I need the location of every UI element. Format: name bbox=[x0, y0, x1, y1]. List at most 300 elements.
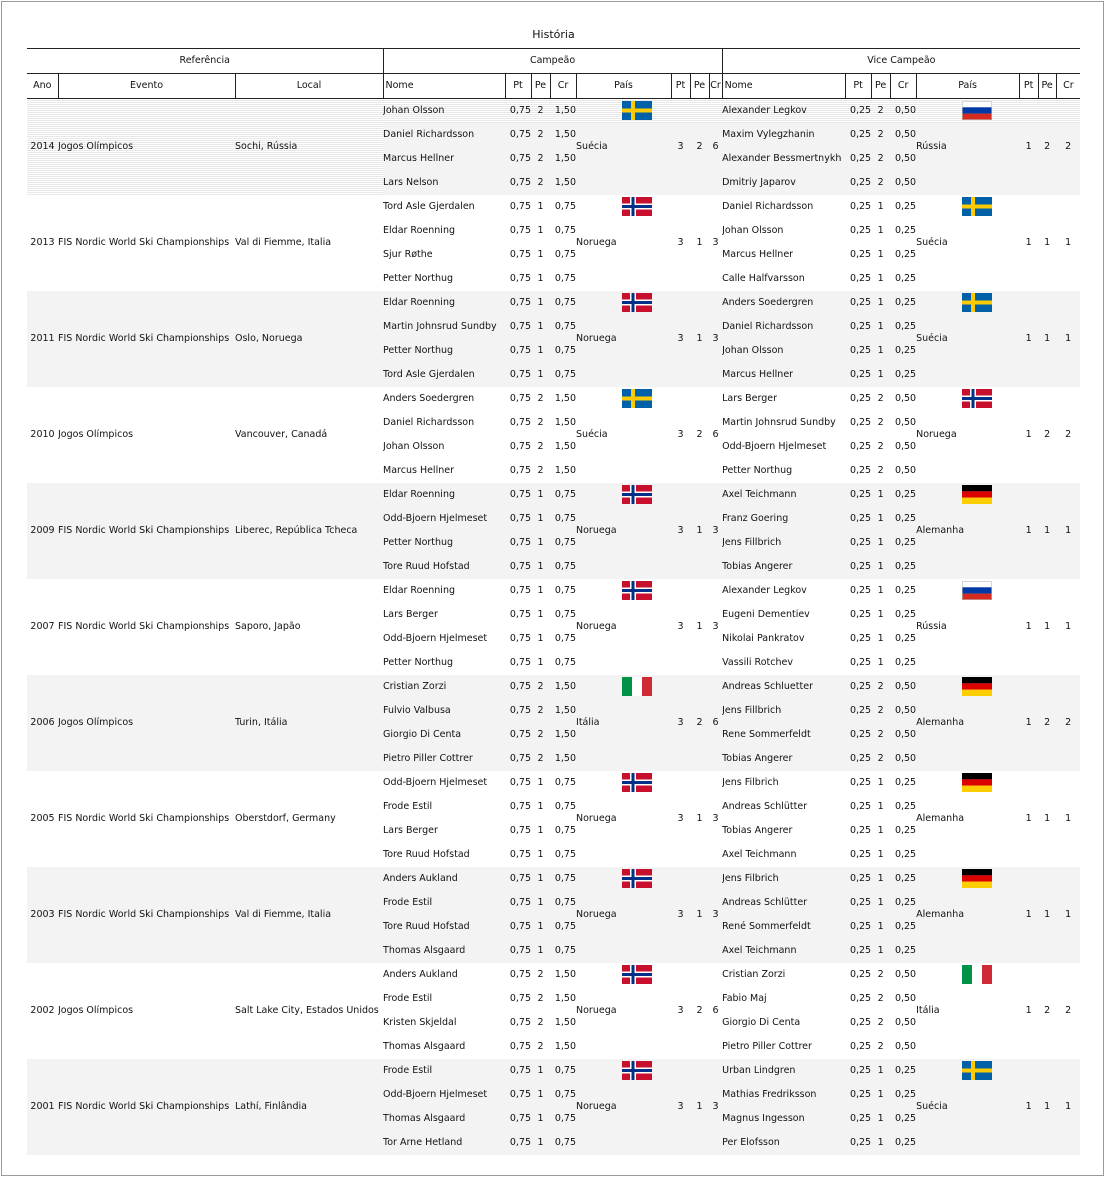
champion-athlete-name: Petter Northug bbox=[383, 273, 454, 284]
champion-athlete-cr: 0,75 bbox=[554, 273, 577, 284]
champion-athlete-name: Odd-Bjoern Hjelmeset bbox=[383, 777, 488, 788]
germany-flag-icon bbox=[962, 485, 992, 504]
champion-athlete-name: Lars Berger bbox=[383, 609, 438, 620]
champion-athlete-pt: 0,75 bbox=[509, 393, 532, 404]
champion-country-cr-text: 3 bbox=[712, 1101, 719, 1112]
vice-spacer bbox=[916, 1035, 1080, 1059]
vice-athlete-pt: 0,25 bbox=[845, 363, 871, 387]
event-year: 2014 bbox=[27, 99, 58, 196]
vice-athlete-cr: 0,50 bbox=[890, 171, 916, 195]
italy-flag-icon bbox=[962, 965, 992, 984]
champion-athlete-cr: 1,50 bbox=[554, 1041, 577, 1052]
champion-athlete-name: Thomas Alsgaard bbox=[383, 939, 505, 963]
vice-country-pt bbox=[1019, 891, 1038, 920]
champion-athlete-pt: 0,75 bbox=[505, 147, 531, 171]
table-row bbox=[27, 387, 1080, 411]
champion-athlete-pt: 0,75 bbox=[509, 609, 532, 620]
vice-country-pe bbox=[1038, 123, 1056, 152]
vice-athlete-pt: 0,25 bbox=[845, 507, 871, 531]
champion-athlete-pt: 0,75 bbox=[509, 993, 532, 1004]
champion-country-pt bbox=[671, 987, 690, 1016]
champion-athlete-pt: 0,75 bbox=[509, 633, 532, 644]
champion-spacer bbox=[576, 1131, 722, 1155]
champion-country-text: Noruega bbox=[576, 1005, 617, 1016]
vice-athlete-pt: 0,25 bbox=[845, 1059, 871, 1083]
vice-athlete-pt: 0,25 bbox=[845, 483, 871, 507]
vice-country-pt-text: 1 bbox=[1025, 525, 1032, 536]
vice-athlete-pt: 0,25 bbox=[845, 555, 871, 579]
vice-country-pt-text: 1 bbox=[1025, 813, 1032, 824]
champion-spacer bbox=[671, 99, 722, 124]
vice-athlete-cr: 0,25 bbox=[890, 483, 916, 507]
event-year: 2006 bbox=[27, 675, 58, 771]
vice-athlete-pt: 0,25 bbox=[849, 993, 872, 1004]
champion-athlete-pe: 2 bbox=[531, 171, 550, 195]
vice-country-pt-text: 1 bbox=[1025, 1005, 1032, 1016]
vice-athlete-pe: 1 bbox=[877, 801, 884, 812]
champion-athlete-pt: 0,75 bbox=[505, 339, 531, 363]
champion-athlete-name: Tore Ruud Hofstad bbox=[383, 915, 505, 939]
vice-athlete-cr: 0,25 bbox=[890, 339, 916, 363]
champion-athlete-name: Eldar Roenning bbox=[383, 291, 505, 315]
champion-athlete-cr: 0,75 bbox=[550, 339, 576, 363]
vice-athlete-name: Tobias Angerer bbox=[722, 825, 793, 836]
champion-country-pe bbox=[690, 1083, 709, 1112]
champion-athlete-cr: 0,75 bbox=[550, 891, 576, 915]
champion-athlete-pt: 0,75 bbox=[505, 315, 531, 339]
event-location: Oberstdorf, Germany bbox=[235, 813, 336, 824]
champion-country-pe bbox=[690, 603, 709, 632]
col-vice-cr: Cr bbox=[890, 74, 916, 99]
event-year: 2003 bbox=[27, 867, 58, 963]
sweden-flag-icon bbox=[962, 293, 992, 312]
vice-country-pt bbox=[1019, 1083, 1038, 1112]
vice-country-pt-text: 1 bbox=[1025, 237, 1032, 248]
vice-athlete-cr: 0,25 bbox=[894, 657, 917, 668]
champion-athlete-pe: 2 bbox=[537, 393, 544, 404]
vice-athlete-name: Jens Filbrich bbox=[722, 777, 779, 788]
champion-athlete-name: Eldar Roenning bbox=[383, 483, 505, 507]
vice-spacer bbox=[1019, 579, 1080, 603]
champion-country-pt bbox=[671, 891, 690, 920]
champion-country-pe bbox=[690, 891, 709, 920]
vice-athlete-name: Tobias Angerer bbox=[722, 747, 845, 771]
champion-country-text: Noruega bbox=[576, 813, 617, 824]
champion-athlete-cr: 1,50 bbox=[554, 969, 577, 980]
champion-athlete-cr: 1,50 bbox=[550, 723, 576, 747]
champion-athlete-cr: 0,75 bbox=[550, 915, 576, 939]
champion-athlete-pe: 1 bbox=[537, 609, 544, 620]
champion-athlete-name: Johan Olsson bbox=[383, 99, 505, 124]
event-location: Lathí, Finlândia bbox=[235, 1059, 383, 1155]
champion-flag-cell bbox=[576, 867, 671, 891]
vice-athlete-cr: 0,25 bbox=[894, 849, 917, 860]
champion-athlete-pt: 0,75 bbox=[505, 555, 531, 579]
champion-country-pt bbox=[671, 795, 690, 824]
champion-country-pt bbox=[671, 603, 690, 632]
vice-country-text: Alemanha bbox=[916, 525, 965, 536]
vice-flag-cell bbox=[916, 675, 1019, 699]
vice-athlete-pt: 0,25 bbox=[845, 747, 871, 771]
vice-athlete-cr: 0,50 bbox=[890, 699, 916, 723]
champion-country-pe bbox=[690, 987, 709, 1016]
vice-athlete-pe: 1 bbox=[877, 657, 884, 668]
vice-athlete-pt: 0,25 bbox=[849, 969, 872, 980]
vice-athlete-pe: 2 bbox=[871, 699, 890, 723]
champion-country-pt-text: 3 bbox=[677, 525, 684, 536]
champion-athlete-pt: 0,75 bbox=[509, 801, 532, 812]
vice-athlete-pt: 0,25 bbox=[845, 315, 871, 339]
champion-athlete-pe: 1 bbox=[531, 1059, 550, 1083]
vice-athlete-pt: 0,25 bbox=[845, 1083, 871, 1107]
champion-athlete-cr: 0,75 bbox=[554, 801, 577, 812]
champion-country-pe-text: 1 bbox=[696, 1101, 703, 1112]
champion-athlete-pe: 1 bbox=[537, 633, 544, 644]
champion-country-text: Itália bbox=[576, 717, 600, 728]
champion-athlete-cr: 0,75 bbox=[554, 201, 577, 212]
champion-athlete-pe: 1 bbox=[531, 867, 550, 891]
vice-athlete-pe: 1 bbox=[877, 849, 884, 860]
vice-country-cr bbox=[1056, 1083, 1080, 1112]
vice-athlete-name: Alexander Legkov bbox=[722, 585, 807, 596]
champion-country bbox=[576, 507, 671, 536]
champion-spacer bbox=[576, 267, 722, 291]
champion-spacer bbox=[671, 771, 722, 795]
champion-spacer bbox=[671, 579, 722, 603]
vice-country-pe bbox=[1038, 507, 1056, 536]
vice-athlete-cr: 0,25 bbox=[890, 1059, 916, 1083]
header-campeao: Campeão bbox=[383, 49, 722, 74]
champion-athlete-pe: 1 bbox=[537, 657, 544, 668]
champion-country-cr-text: 3 bbox=[712, 621, 719, 632]
champion-spacer bbox=[671, 387, 722, 411]
vice-athlete-pe: 1 bbox=[877, 273, 884, 284]
vice-country-cr-text: 1 bbox=[1065, 333, 1072, 344]
vice-spacer bbox=[1019, 867, 1080, 891]
vice-athlete-pt: 0,25 bbox=[845, 99, 871, 124]
vice-athlete-name: Johan Olsson bbox=[722, 225, 784, 236]
vice-country-pt bbox=[1019, 411, 1038, 440]
champion-athlete-name: Marcus Hellner bbox=[383, 465, 454, 476]
champion-athlete-pt: 0,75 bbox=[509, 1041, 532, 1052]
vice-athlete-pt: 0,25 bbox=[849, 633, 872, 644]
champion-athlete-pe: 1 bbox=[531, 1083, 550, 1107]
champion-athlete-pe: 1 bbox=[531, 315, 550, 339]
vice-athlete-pt: 0,25 bbox=[849, 249, 872, 260]
vice-country-cr-text: 2 bbox=[1065, 717, 1072, 728]
sweden-flag-icon bbox=[962, 197, 992, 216]
champion-athlete-pe: 1 bbox=[537, 273, 544, 284]
vice-athlete-pe: 2 bbox=[871, 675, 890, 699]
champion-flag-cell bbox=[576, 291, 671, 315]
vice-athlete-name: Alexander Legkov bbox=[722, 99, 845, 124]
header-referencia: Referência bbox=[27, 49, 383, 74]
vice-athlete-pe: 2 bbox=[871, 171, 890, 195]
champion-athlete-pt: 0,75 bbox=[509, 585, 532, 596]
event-location: Turin, Itália bbox=[235, 675, 383, 771]
vice-country-text: Rússia bbox=[916, 621, 947, 632]
vice-country-pt bbox=[1019, 219, 1038, 248]
champion-country-pt bbox=[671, 699, 690, 728]
vice-country-cr bbox=[1056, 123, 1080, 152]
champion-spacer bbox=[671, 963, 722, 987]
vice-country-pe-text: 2 bbox=[1044, 429, 1051, 440]
vice-country-text: Alemanha bbox=[916, 717, 965, 728]
champion-flag-cell bbox=[576, 771, 671, 795]
vice-athlete-pe: 2 bbox=[877, 993, 884, 1004]
vice-flag-cell bbox=[916, 1059, 1019, 1083]
champion-country-text: Noruega bbox=[576, 909, 617, 920]
vice-country-cr-text: 2 bbox=[1065, 429, 1072, 440]
champion-athlete-pe: 2 bbox=[531, 147, 550, 171]
champion-athlete-pe: 2 bbox=[531, 99, 550, 124]
champion-athlete-cr: 1,50 bbox=[550, 147, 576, 171]
vice-athlete-cr: 0,50 bbox=[890, 723, 916, 747]
vice-country bbox=[916, 315, 1019, 344]
vice-athlete-cr: 0,25 bbox=[894, 609, 917, 620]
champion-country-pt bbox=[671, 411, 690, 440]
champion-athlete-pe: 1 bbox=[531, 507, 550, 531]
vice-athlete-pe: 2 bbox=[871, 123, 890, 147]
vice-spacer bbox=[916, 1131, 1080, 1155]
event-name: Jogos Olímpicos bbox=[58, 675, 235, 771]
champion-athlete-name: Tore Ruud Hofstad bbox=[383, 849, 470, 860]
vice-country-pe bbox=[1038, 987, 1056, 1016]
champion-athlete-pe: 1 bbox=[537, 225, 544, 236]
champion-athlete-pt: 0,75 bbox=[509, 657, 532, 668]
champion-country-pe-text: 2 bbox=[696, 717, 703, 728]
vice-spacer bbox=[916, 363, 1080, 387]
vice-country-cr-text: 1 bbox=[1065, 1101, 1072, 1112]
champion-athlete-pt: 0,75 bbox=[509, 441, 532, 452]
champion-country-cr-text: 6 bbox=[712, 717, 719, 728]
vice-athlete-cr: 0,50 bbox=[890, 147, 916, 171]
champion-spacer bbox=[576, 555, 722, 579]
champion-athlete-cr: 0,75 bbox=[554, 225, 577, 236]
champion-athlete-cr: 0,75 bbox=[550, 1107, 576, 1131]
champion-country-pe bbox=[690, 795, 709, 824]
vice-athlete-pe: 1 bbox=[877, 633, 884, 644]
vice-spacer bbox=[916, 939, 1080, 963]
vice-athlete-name: Andreas Schlütter bbox=[722, 801, 808, 812]
champion-athlete-pe: 1 bbox=[531, 915, 550, 939]
champion-country-cr-text: 3 bbox=[712, 237, 719, 248]
champion-athlete-name: Eldar Roenning bbox=[383, 225, 455, 236]
champion-country-pe bbox=[690, 411, 709, 440]
table-row bbox=[27, 291, 1080, 315]
champion-athlete-pt: 0,75 bbox=[505, 531, 531, 555]
champion-athlete-pe: 1 bbox=[531, 291, 550, 315]
champion-country-pt bbox=[671, 1083, 690, 1112]
vice-athlete-cr: 0,25 bbox=[890, 531, 916, 555]
event-year: 2001 bbox=[27, 1059, 58, 1155]
champion-spacer bbox=[671, 675, 722, 699]
vice-athlete-pe: 1 bbox=[871, 1059, 890, 1083]
vice-athlete-pe: 2 bbox=[877, 441, 884, 452]
vice-country-pt-text: 1 bbox=[1025, 621, 1032, 632]
champion-athlete-pt: 0,75 bbox=[505, 1059, 531, 1083]
vice-country-pe-text: 2 bbox=[1044, 141, 1051, 152]
table-row bbox=[27, 99, 1080, 124]
champion-athlete-cr: 1,50 bbox=[554, 1017, 577, 1028]
vice-country-pe-text: 2 bbox=[1044, 1005, 1051, 1016]
champion-athlete-pt: 0,75 bbox=[509, 465, 532, 476]
champion-athlete-pe: 1 bbox=[537, 201, 544, 212]
champion-athlete-pe: 1 bbox=[531, 555, 550, 579]
vice-country-cr-text: 1 bbox=[1065, 525, 1072, 536]
vice-country-pt bbox=[1019, 987, 1038, 1016]
champion-athlete-cr: 0,75 bbox=[550, 1083, 576, 1107]
vice-spacer bbox=[1019, 675, 1080, 699]
vice-athlete-pt: 0,25 bbox=[849, 585, 872, 596]
champion-country-cr bbox=[709, 219, 722, 248]
champion-athlete-pt: 0,75 bbox=[509, 825, 532, 836]
vice-athlete-pt: 0,25 bbox=[849, 1017, 872, 1028]
vice-country-text: Suécia bbox=[916, 333, 948, 344]
norway-flag-icon bbox=[622, 293, 652, 312]
col-champ-pe: Pe bbox=[531, 74, 550, 99]
event-year: 2010 bbox=[30, 429, 55, 440]
vice-athlete-name: Franz Goering bbox=[722, 507, 845, 531]
event-location: Sochi, Rússia bbox=[235, 99, 383, 196]
champion-athlete-cr: 1,50 bbox=[554, 417, 577, 428]
vice-flag-cell bbox=[916, 963, 1019, 987]
vice-athlete-name: Cristian Zorzi bbox=[722, 969, 786, 980]
event-year: 2013 bbox=[30, 237, 55, 248]
vice-athlete-pe: 2 bbox=[877, 1017, 884, 1028]
norway-flag-icon bbox=[962, 389, 992, 408]
vice-athlete-pe: 1 bbox=[871, 1131, 890, 1155]
event-location: Oslo, Noruega bbox=[235, 291, 383, 387]
champion-country-pt-text: 3 bbox=[677, 1005, 684, 1016]
vice-athlete-pt: 0,25 bbox=[845, 531, 871, 555]
vice-athlete-cr: 0,25 bbox=[894, 249, 917, 260]
vice-athlete-cr: 0,25 bbox=[890, 1131, 916, 1155]
vice-country bbox=[916, 1083, 1019, 1112]
col-vice-country-pt: Pt bbox=[1019, 74, 1038, 99]
champion-athlete-cr: 1,50 bbox=[554, 993, 577, 1004]
champion-country-pe bbox=[690, 699, 709, 728]
vice-athlete-pt: 0,25 bbox=[849, 825, 872, 836]
champion-athlete-name: Petter Northug bbox=[383, 339, 505, 363]
champion-spacer bbox=[671, 195, 722, 219]
champion-athlete-pt: 0,75 bbox=[505, 891, 531, 915]
champion-country-cr-text: 6 bbox=[712, 429, 719, 440]
champion-athlete-pe: 1 bbox=[531, 363, 550, 387]
vice-athlete-pt: 0,25 bbox=[849, 201, 872, 212]
vice-athlete-pt: 0,25 bbox=[849, 609, 872, 620]
champion-country-pt-text: 3 bbox=[677, 1101, 684, 1112]
champion-country-pt bbox=[671, 219, 690, 248]
vice-athlete-pe: 1 bbox=[871, 363, 890, 387]
champion-athlete-cr: 0,75 bbox=[554, 825, 577, 836]
champion-country-pe bbox=[690, 507, 709, 536]
vice-country-cr bbox=[1056, 795, 1080, 824]
vice-athlete-cr: 0,25 bbox=[894, 225, 917, 236]
vice-athlete-name: Andreas Schluetter bbox=[722, 675, 845, 699]
col-vice-country-cr: Cr bbox=[1056, 74, 1080, 99]
vice-athlete-pe: 1 bbox=[871, 1083, 890, 1107]
vice-country-cr-text: 1 bbox=[1065, 237, 1072, 248]
vice-country-cr bbox=[1056, 699, 1080, 728]
champion-country-text: Noruega bbox=[576, 621, 617, 632]
champion-athlete-name: Anders Soedergren bbox=[383, 393, 475, 404]
vice-spacer bbox=[1019, 483, 1080, 507]
vice-athlete-name: Magnus Ingesson bbox=[722, 1107, 845, 1131]
vice-country-text: Alemanha bbox=[916, 909, 965, 920]
champion-spacer bbox=[576, 363, 722, 387]
col-champ-country-pt: Pt bbox=[671, 74, 690, 99]
italy-flag-icon bbox=[622, 677, 652, 696]
vice-spacer bbox=[1019, 291, 1080, 315]
vice-athlete-pe: 1 bbox=[871, 315, 890, 339]
champion-country-pe-text: 1 bbox=[696, 621, 703, 632]
champion-country bbox=[576, 315, 671, 344]
vice-athlete-cr: 0,25 bbox=[890, 939, 916, 963]
champion-athlete-name: Odd-Bjoern Hjelmeset bbox=[383, 1083, 505, 1107]
champion-athlete-pt: 0,75 bbox=[509, 777, 532, 788]
vice-athlete-cr: 0,25 bbox=[890, 1107, 916, 1131]
champion-athlete-pt: 0,75 bbox=[509, 273, 532, 284]
champion-spacer bbox=[671, 483, 722, 507]
norway-flag-icon bbox=[622, 197, 652, 216]
vice-flag-cell bbox=[916, 771, 1019, 795]
vice-athlete-pe: 1 bbox=[877, 225, 884, 236]
vice-athlete-name: Axel Teichmann bbox=[722, 939, 845, 963]
vice-athlete-name: Marcus Hellner bbox=[722, 363, 845, 387]
vice-spacer bbox=[1019, 771, 1080, 795]
champion-athlete-name: Anders Aukland bbox=[383, 867, 505, 891]
vice-athlete-name: Tobias Angerer bbox=[722, 555, 845, 579]
event-name: FIS Nordic World Ski Championships bbox=[58, 237, 230, 248]
champion-athlete-pe: 1 bbox=[537, 825, 544, 836]
vice-athlete-pe: 1 bbox=[877, 249, 884, 260]
vice-country-text: Alemanha bbox=[916, 813, 965, 824]
champion-flag-cell bbox=[576, 963, 671, 987]
vice-athlete-cr: 0,25 bbox=[890, 363, 916, 387]
vice-athlete-cr: 0,50 bbox=[894, 393, 917, 404]
vice-athlete-pt: 0,25 bbox=[845, 123, 871, 147]
champion-athlete-pe: 2 bbox=[537, 441, 544, 452]
vice-athlete-pt: 0,25 bbox=[845, 171, 871, 195]
vice-athlete-name: Alexander Bessmertnykh bbox=[722, 147, 845, 171]
vice-athlete-name: Anders Soedergren bbox=[722, 291, 845, 315]
champion-country-pt-text: 3 bbox=[677, 621, 684, 632]
champion-athlete-cr: 0,75 bbox=[550, 483, 576, 507]
champion-athlete-cr: 0,75 bbox=[550, 1059, 576, 1083]
champion-athlete-pe: 2 bbox=[531, 123, 550, 147]
champion-country bbox=[576, 411, 671, 440]
champion-country-pe bbox=[690, 219, 709, 248]
champion-spacer bbox=[671, 1059, 722, 1083]
vice-country-pt-text: 1 bbox=[1025, 333, 1032, 344]
champion-athlete-pe: 2 bbox=[537, 465, 544, 476]
champion-athlete-name: Marcus Hellner bbox=[383, 147, 505, 171]
champion-country-cr bbox=[709, 603, 722, 632]
champion-athlete-pe: 1 bbox=[531, 483, 550, 507]
event-location: Val di Fiemme, Italia bbox=[235, 867, 383, 963]
vice-athlete-pe: 1 bbox=[871, 1107, 890, 1131]
champion-athlete-cr: 1,50 bbox=[550, 699, 576, 723]
vice-athlete-pt: 0,25 bbox=[845, 699, 871, 723]
vice-athlete-cr: 0,50 bbox=[894, 969, 917, 980]
event-name: FIS Nordic World Ski Championships bbox=[58, 621, 230, 632]
champion-athlete-cr: 0,75 bbox=[550, 363, 576, 387]
event-name: FIS Nordic World Ski Championships bbox=[58, 1059, 235, 1155]
champion-athlete-cr: 0,75 bbox=[554, 609, 577, 620]
vice-spacer bbox=[916, 267, 1080, 291]
vice-country bbox=[916, 123, 1019, 152]
